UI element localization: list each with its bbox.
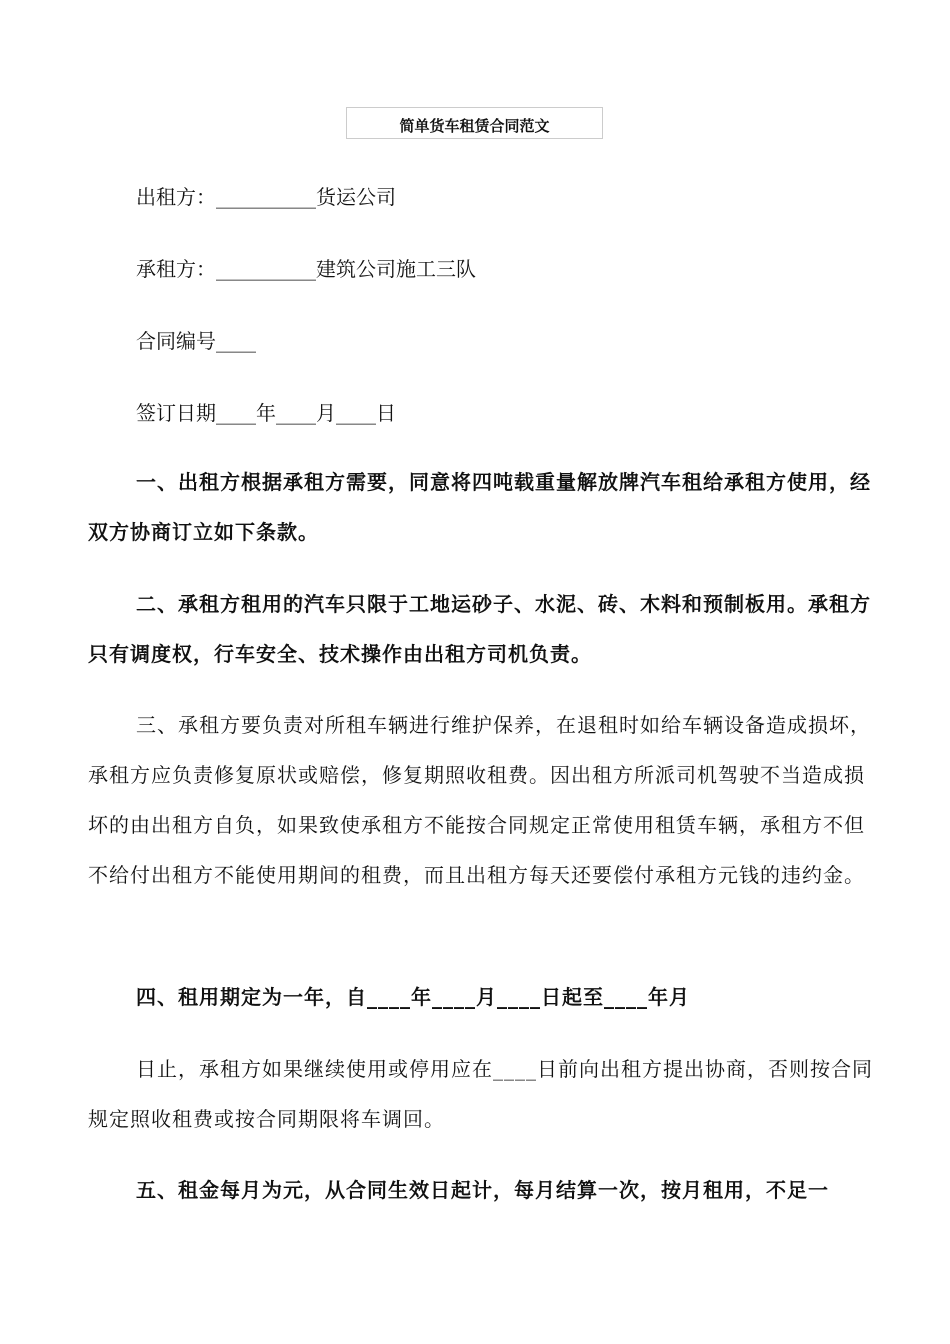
lessor-line: 出租方：__________货运公司 <box>136 185 396 209</box>
sign-date-line: 签订日期____年____月____日 <box>136 401 396 425</box>
clause-1: 一、出租方根据承租方需要，同意将四吨载重量解放牌汽车租给承租方使用，经双方协商订立如下条款。 <box>88 470 871 544</box>
document-title: 简单货车租赁合同范文 <box>399 117 550 135</box>
clause-4: 四、租用期定为一年，自____年____月____日起至____年月 <box>136 985 690 1009</box>
clause-4-continued: 日止，承租方如果继续使用或停用应在____日前向出租方提出协商，否则按合同规定照收租费或按合同期限将车调回。 <box>88 1057 873 1131</box>
lessee-line: 承租方：__________建筑公司施工三队 <box>136 257 476 281</box>
clause-2: 二、承租方租用的汽车只限于工地运砂子、水泥、砖、木料和预制板用。承租方只有调度权，行车安全、技术操作由出租方司机负责。 <box>88 592 871 666</box>
clause-3: 三、承租方要负责对所租车辆进行维护保养，在退租时如给车辆设备造成损坏，承租方应负责修复原状或赔偿，修复期照收租费。因出租方所派司机驾驶不当造成损坏的由出租方自负，如果致使承租方不能按合同规定正常使用租赁车辆，承租方不但不给付出租方不能使用期间的租费，而且出租方每天还要偿付承租方元钱的违约金。 <box>88 713 871 887</box>
clause-5: 五、租金每月为元，从合同生效日起计，每月结算一次，按月租用，不足一 <box>136 1178 829 1202</box>
contract-number-line: 合同编号____ <box>136 329 256 353</box>
title-box <box>346 107 603 139</box>
